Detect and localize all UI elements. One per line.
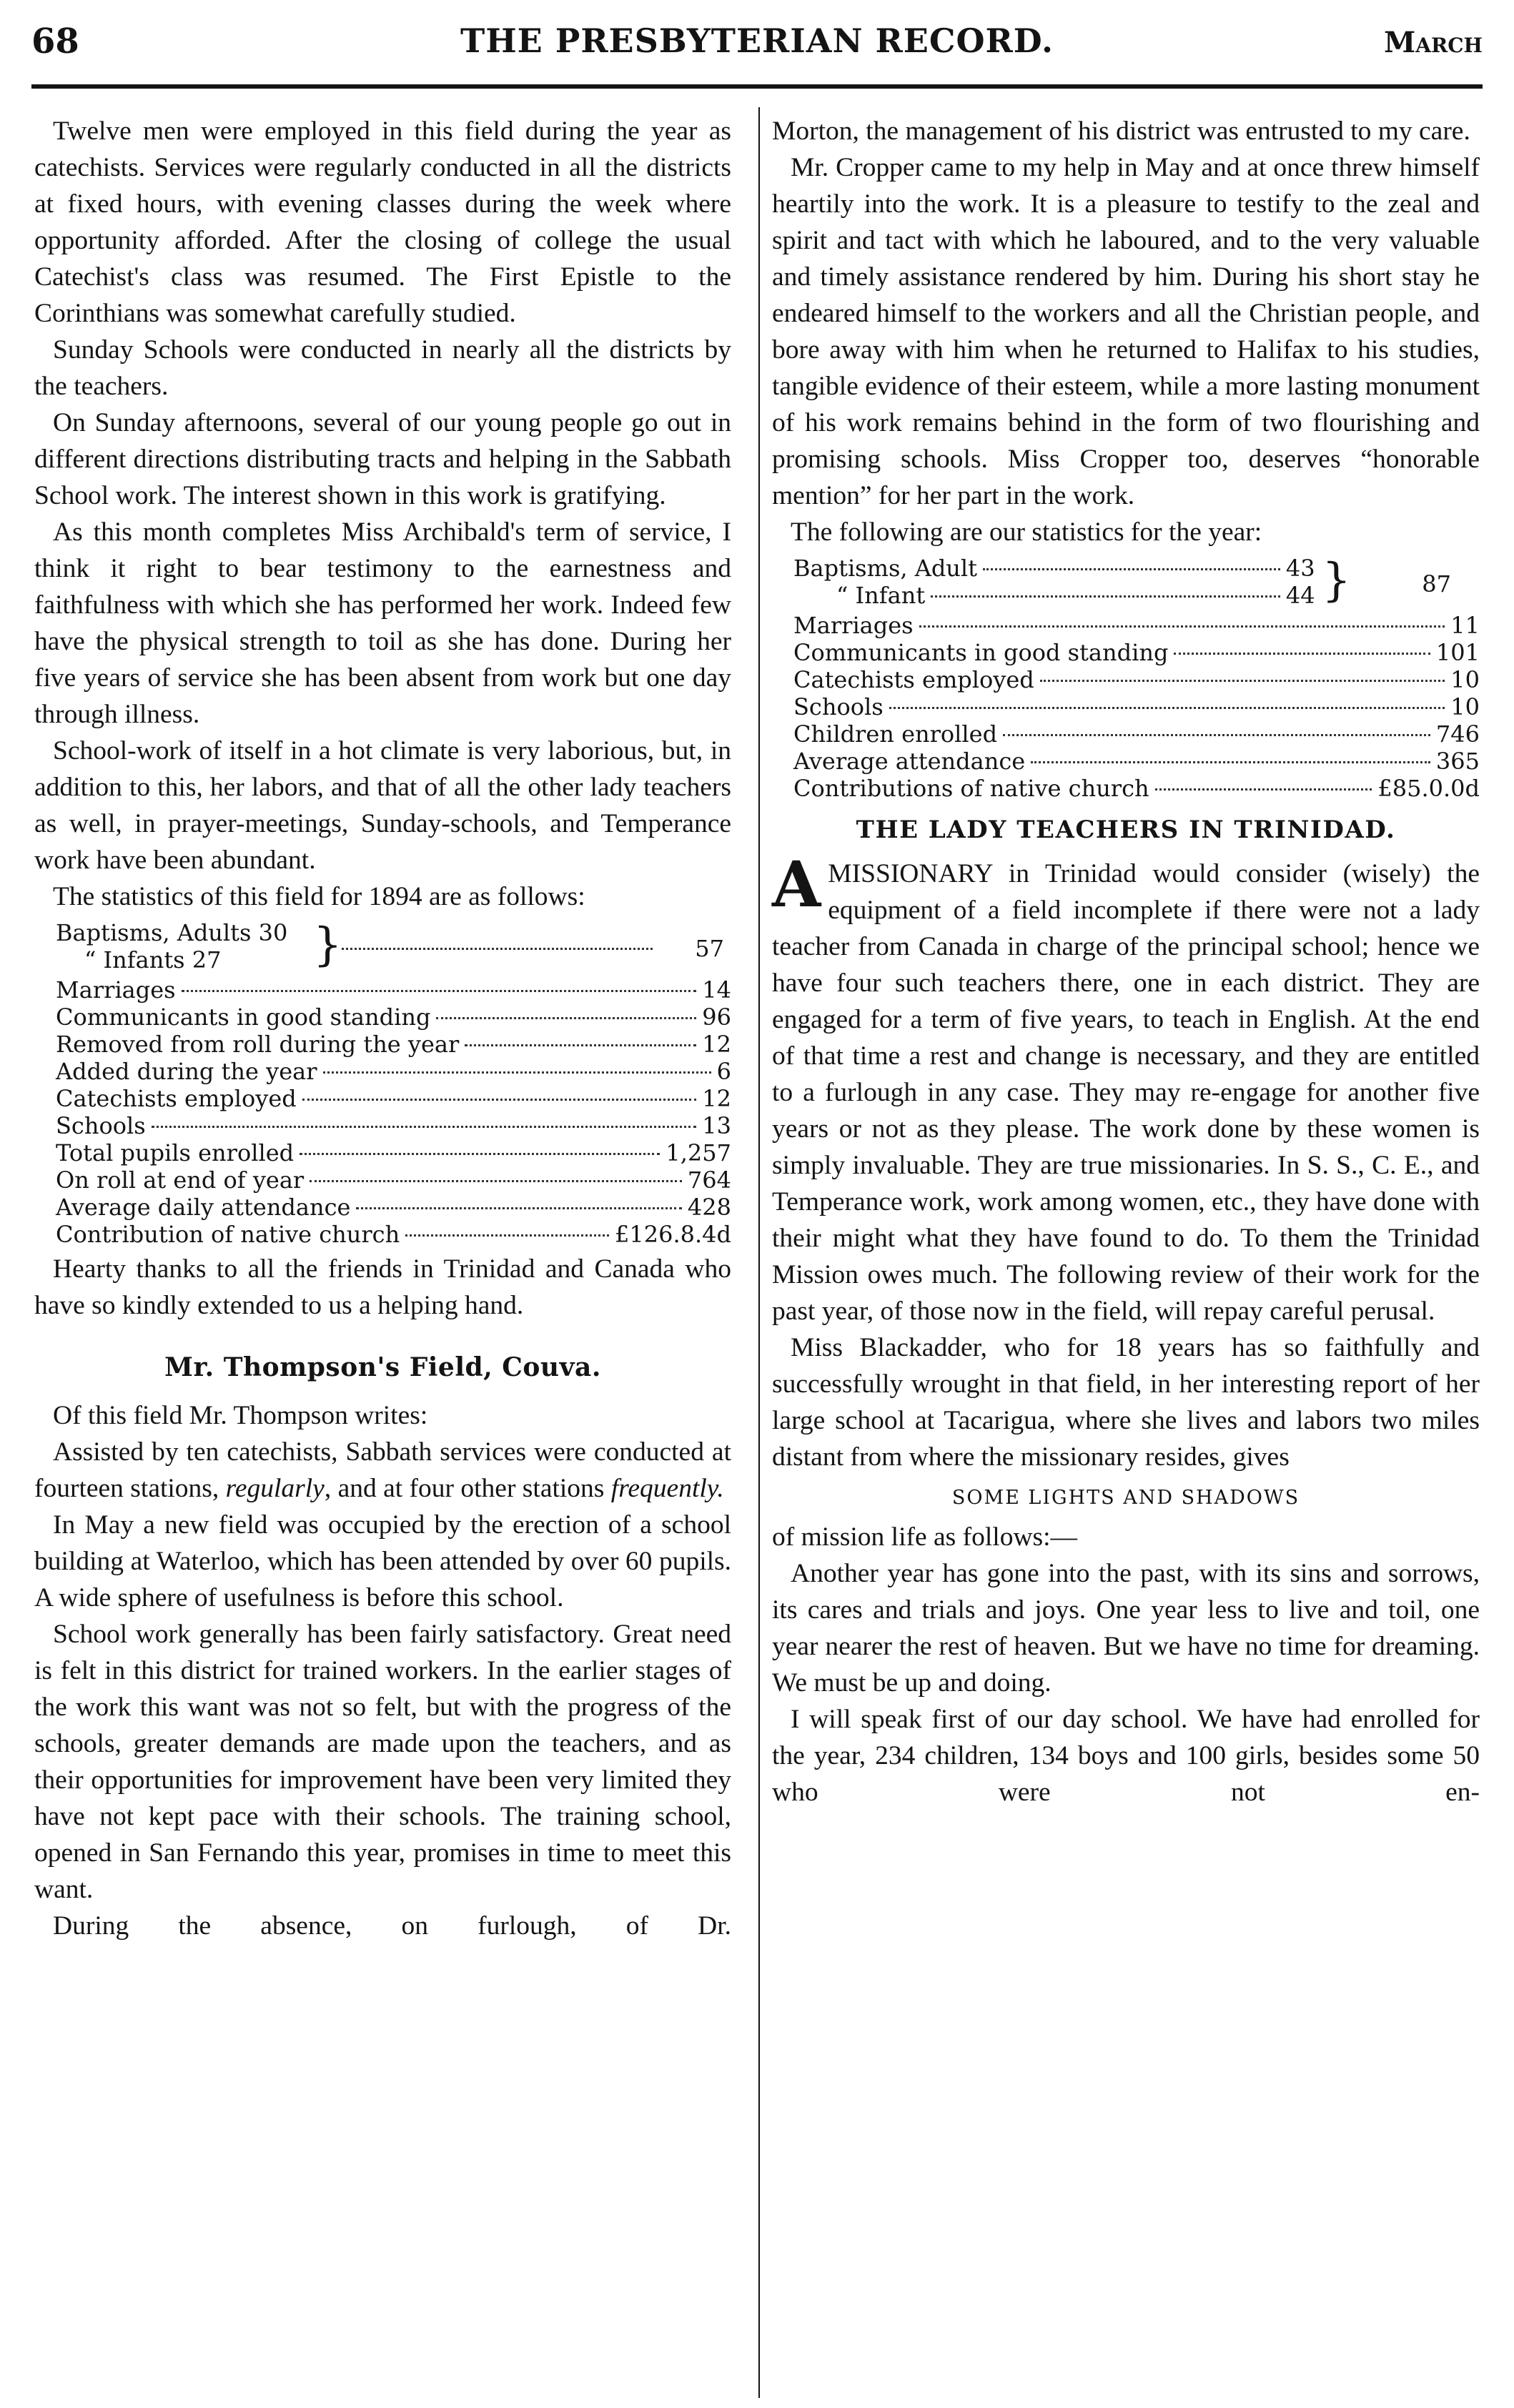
- brace-symbol: }: [1322, 554, 1351, 607]
- dot-leader: [323, 1071, 711, 1074]
- stat-value: 43: [1285, 555, 1315, 582]
- italic-text: regularly: [225, 1474, 325, 1503]
- stat-value: 12: [702, 1031, 731, 1058]
- page-header: [31, 21, 1483, 79]
- paragraph: Morton, the management of his district was entrusted to my care.: [772, 117, 1470, 146]
- statistics-table-1894: [56, 919, 731, 1248]
- paragraph: of mission life as follows:—: [772, 1522, 1078, 1552]
- sub-heading: SOME LIGHTS AND SHADOWS: [951, 1487, 1300, 1509]
- stat-value: 13: [702, 1112, 731, 1139]
- stat-label: Removed from roll during the year: [56, 1031, 460, 1058]
- right-column: [772, 113, 1480, 1810]
- paragraph: In May a new field was occupied by the erection of a school building at Waterloo, which has been attended by over 60 pupils. A wide sphere of usefulness is before this school.: [34, 1510, 731, 1612]
- stat-value: 14: [702, 976, 731, 1004]
- stat-label: Schools: [56, 1112, 146, 1139]
- stat-label: Baptisms, Adults 30: [56, 919, 288, 946]
- stat-label: Catechists employed: [793, 666, 1034, 693]
- stat-label: Added during the year: [56, 1058, 317, 1085]
- stat-label: Marriages: [793, 612, 914, 639]
- dot-leader: [1155, 788, 1372, 791]
- stat-value: 101: [1435, 639, 1480, 666]
- stat-row: [793, 693, 1480, 720]
- stat-value: 96: [702, 1004, 731, 1031]
- dot-leader: [889, 707, 1445, 709]
- stat-label: “ Infant: [836, 582, 926, 609]
- stat-label: Communicants in good standing: [793, 639, 1169, 666]
- stat-row: [56, 1058, 731, 1085]
- paragraph: School work generally has been fairly satisfactory. Great need is felt in this district for trained workers. In the earlier stages of the work this want was not so felt, but with the progress of the schools, greater demands are made upon the teachers, and as their opportunities for improvement have been very limited they have not kept pace with their schools. The training school, opened in San Fernando this year, promises in time to meet this want.: [34, 1620, 731, 1904]
- paragraph: Twelve men were employed in this field during the year as catechists. Services were regularly conducted in all the districts at fixed hours, with evening classes during the week where opportunity afforded. After the closing of college the usual Catechist's class was resumed. The First Epistle to the Corinthians was somewhat carefully studied.: [34, 117, 731, 328]
- dot-leader: [152, 1126, 697, 1128]
- paragraph: [34, 1434, 731, 1507]
- paragraph: The statistics of this field for 1894 are as follows:: [53, 882, 585, 911]
- stat-value: 1,257: [666, 1139, 731, 1166]
- dot-leader: [465, 1044, 696, 1046]
- baptisms-group: [793, 555, 1480, 612]
- dot-leader: [300, 1153, 660, 1155]
- drop-cap: A: [772, 847, 821, 921]
- stat-row: [56, 1112, 731, 1139]
- stat-row: [793, 748, 1480, 775]
- dot-leader: [436, 1017, 696, 1019]
- stat-row: [793, 666, 1480, 693]
- paragraph: Hearty thanks to all the friends in Trinidad and Canada who have so kindly extended to us a helping hand.: [34, 1254, 731, 1320]
- stat-value: 746: [1435, 720, 1480, 748]
- paragraph: Miss Blackadder, who for 18 years has so faithfully and successfully wrought in that field, in her interesting report of her large school at Tacarigua, where she lives and labors two miles distant from where the missionary resides, gives: [772, 1333, 1480, 1472]
- paragraph: Sunday Schools were conducted in nearly all the districts by the teachers.: [34, 335, 731, 401]
- baptisms-group: [56, 919, 731, 976]
- section-heading: Mr. Thompson's Field, Couva.: [164, 1352, 601, 1382]
- text-run: Assisted by ten catechists, Sabbath services were conducted at fourteen stations,: [34, 1437, 731, 1503]
- stat-row: [56, 1139, 731, 1166]
- paragraph: I will speak first of our day school. We have had enrolled for the year, 234 children, 134 boys and 100 girls, besides some 50 who were not en-: [772, 1705, 1480, 1807]
- paragraph: As this month completes Miss Archibald's term of service, I think it right to bear testimony to the earnestness and faithfulness with which she has performed her work. Indeed few have the physical strength to toil as she has done. During her five years of service she has been absent from work but one day through illness.: [34, 517, 731, 729]
- paragraph: The following are our statistics for the year:: [791, 517, 1262, 547]
- stat-row: [56, 1221, 731, 1248]
- statistics-table-year: [793, 555, 1480, 802]
- stat-label: On roll at end of year: [56, 1166, 305, 1194]
- paragraph: Another year has gone into the past, with its sins and sorrows, its cares and trials and joys. One year less to live and toil, one year nearer the rest of heaven. But we have no time for dreaming. We must be up and doing.: [772, 1559, 1480, 1698]
- text-run: , and at four other stations: [324, 1474, 611, 1503]
- section-heading: THE LADY TEACHERS IN TRINIDAD.: [856, 816, 1396, 844]
- dot-leader: [1003, 734, 1430, 736]
- stat-label: Marriages: [56, 976, 176, 1004]
- stat-value: 57: [695, 935, 724, 962]
- stat-label: Contributions of native church: [793, 775, 1149, 802]
- stat-value: 428: [687, 1194, 731, 1221]
- stat-row: [56, 1166, 731, 1194]
- paragraph: [772, 847, 1480, 1329]
- paragraph: Mr. Cropper came to my help in May and at once threw himself heartily into the work. It is a pleasure to testify to the zeal and spirit and tact with which he laboured, and to the very valuable and timely assistance rendered by him. During his short stay he endeared himself to the workers and all the Christian people, and bore away with him when he returned to Halifax to his studies, tangible evidence of their esteem, while a more lasting monument of his work remains behind in the form of two flourishing and promising schools. Miss Cropper too, deserves “honorable mention” for her part in the work.: [772, 153, 1480, 510]
- stat-value: 764: [687, 1166, 731, 1194]
- paragraph: Of this field Mr. Thompson writes:: [53, 1401, 428, 1430]
- paragraph: During the absence, on furlough, of Dr.: [53, 1911, 731, 1941]
- stat-label: Total pupils enrolled: [56, 1139, 295, 1166]
- journal-title: THE PRESBYTERIAN RECORD.: [460, 21, 1054, 60]
- stat-row: [56, 1031, 731, 1058]
- stat-value: 365: [1435, 748, 1480, 775]
- dot-leader: [919, 625, 1445, 628]
- italic-text: frequently.: [610, 1474, 724, 1503]
- stat-label: “ Infants 27: [84, 946, 222, 973]
- stat-value: 12: [702, 1085, 731, 1112]
- dot-leader: [302, 1099, 697, 1101]
- column-divider: [758, 107, 760, 2398]
- brace-symbol: }: [313, 918, 342, 971]
- stat-label: Baptisms, Adult: [793, 555, 977, 582]
- stat-label: Children enrolled: [793, 720, 998, 748]
- stat-row: [56, 1004, 731, 1031]
- paragraph: On Sunday afternoons, several of our young people go out in different directions distributing tracts and helping in the Sabbath School work. The interest shown in this work is gratifying.: [34, 408, 731, 510]
- dot-leader: [405, 1234, 609, 1237]
- stat-label: Schools: [793, 693, 884, 720]
- stat-row: [56, 1085, 731, 1112]
- stat-label: Average attendance: [793, 748, 1026, 775]
- stat-row: [793, 612, 1480, 639]
- paragraph: School-work of itself in a hot climate is very laborious, but, in addition to this, her labors, and that of all the other lady teachers as well, in prayer-meetings, Sunday-schools, and Temperance work have been abundant.: [34, 736, 731, 875]
- stat-value: 44: [1285, 582, 1315, 609]
- stat-row: [793, 775, 1480, 802]
- dot-leader: [1174, 653, 1430, 655]
- issue-month: March: [1383, 26, 1483, 59]
- text-run: MISSIONARY in Trinidad would consider (wisely) the equipment of a field incomplete if there were not a lady teacher from Canada in charge of the principal school; hence we have four such teachers there, one in each district. They are engaged for a term of five years, to teach in English. At the end of that time a rest and change is necessary, and they are entitled to a furlough in any case. They may re-engage for another five years or not as they please. The work done by these women is simply invaluable. They are true missionaries. In S. S., C. E., and Temperance work, work among women, etc., they have done with their might what they have found to do. To them the Trinidad Mission owes much. The following review of their work for the past year, of those now in the field, will repay careful perusal.: [772, 859, 1480, 1326]
- stat-label: Catechists employed: [56, 1085, 297, 1112]
- page-number: 68: [31, 21, 79, 61]
- stat-value: 10: [1450, 666, 1480, 693]
- dot-leader: [1040, 680, 1445, 682]
- header-rule: [31, 84, 1483, 89]
- stat-row: [56, 976, 731, 1004]
- stat-label: Communicants in good standing: [56, 1004, 431, 1031]
- stat-value: £126.8.4d: [615, 1221, 731, 1248]
- dot-leader: [182, 990, 697, 992]
- left-column: [34, 113, 731, 1944]
- stat-value: 11: [1450, 612, 1480, 639]
- stat-value: £85.0.0d: [1377, 775, 1480, 802]
- dot-leader: [1031, 761, 1430, 763]
- stat-row: [793, 639, 1480, 666]
- stat-value: 87: [1422, 570, 1451, 598]
- stat-label: Average daily attendance: [56, 1194, 351, 1221]
- dot-leader: [310, 1180, 682, 1182]
- stat-label: Contribution of native church: [56, 1221, 400, 1248]
- dot-leader: [356, 1207, 681, 1209]
- stat-value: 10: [1450, 693, 1480, 720]
- stat-row: [56, 1194, 731, 1221]
- stat-value: 6: [716, 1058, 731, 1085]
- stat-row: [793, 720, 1480, 748]
